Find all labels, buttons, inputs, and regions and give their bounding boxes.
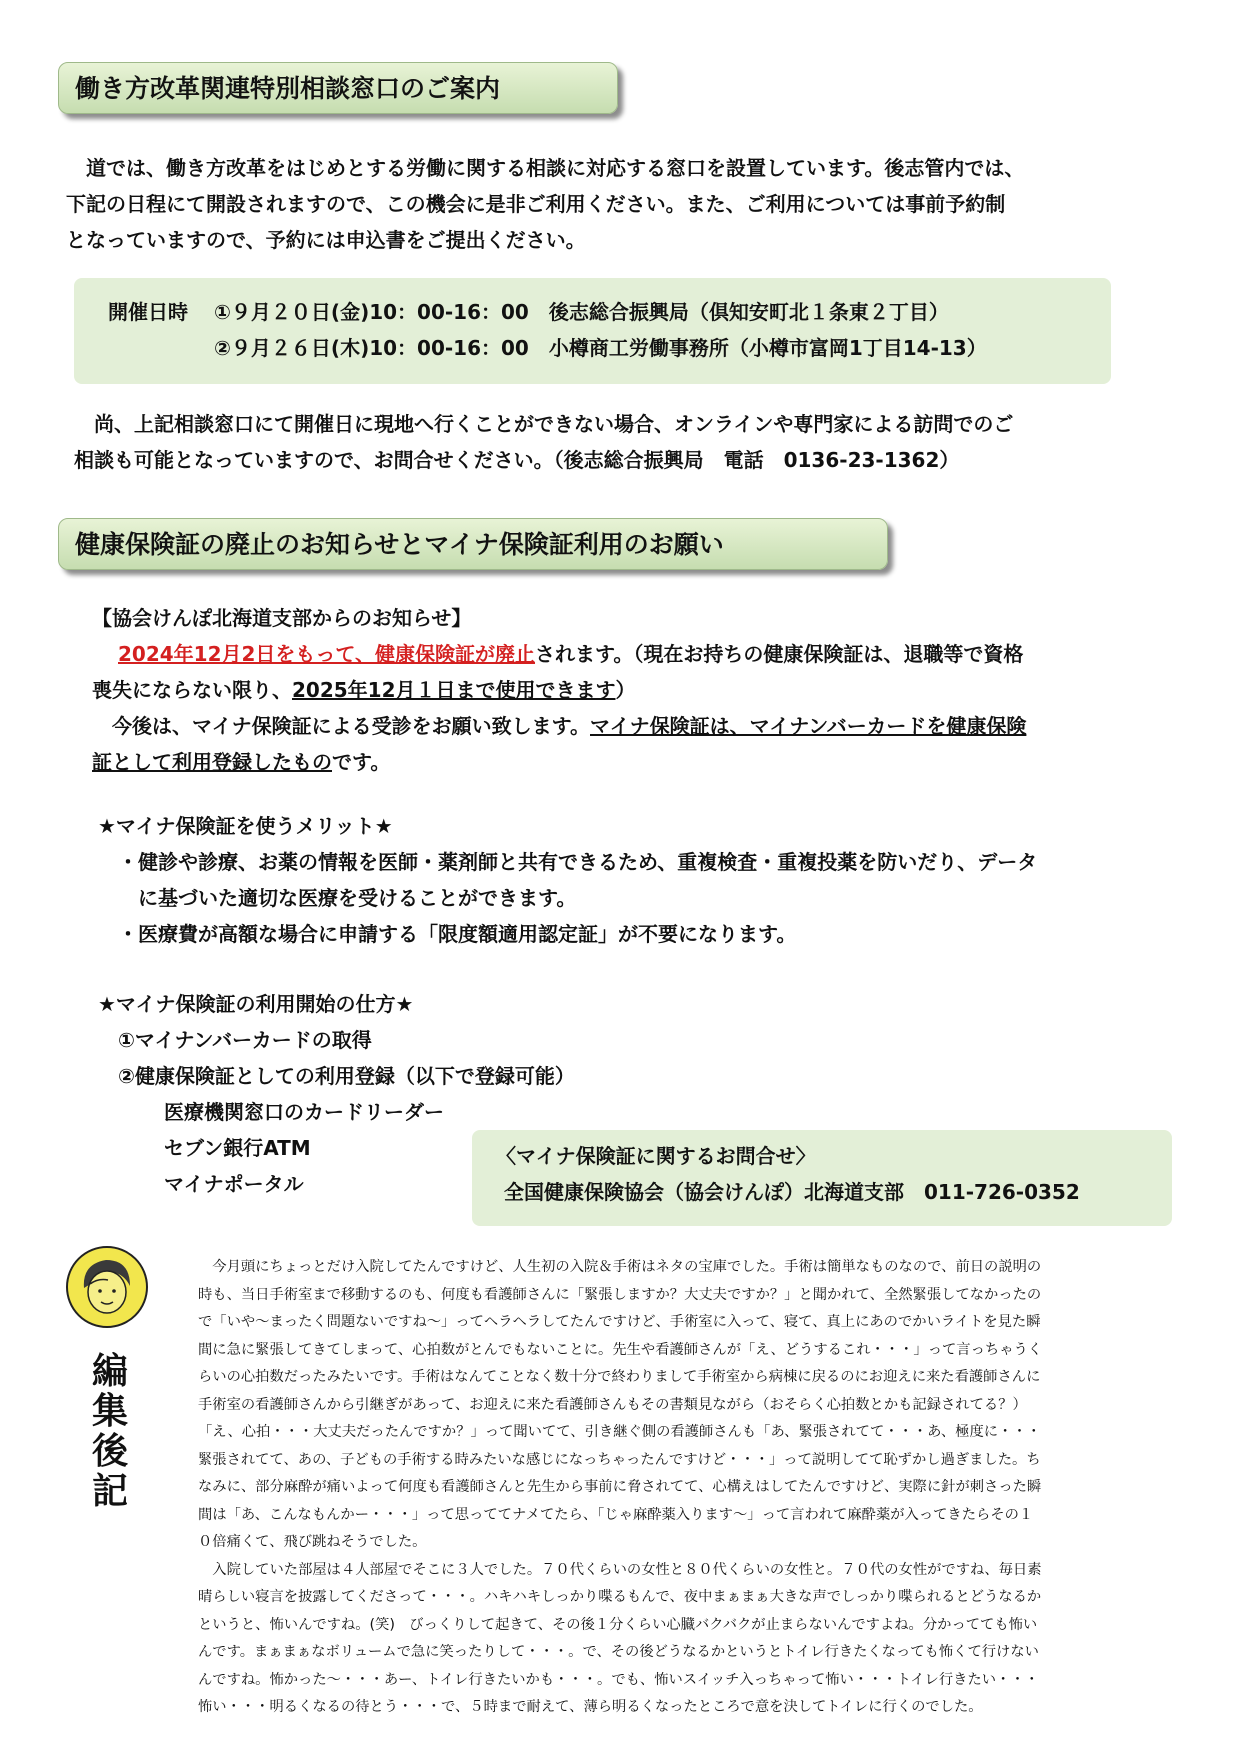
notice-text: されます。（現在お持ちの健康保険証は、退職等で資格 [535,642,1024,666]
section1-intro [66,150,1024,258]
notice-line-3 [92,708,1026,744]
editor-line: 怖い・・・明るくなるの待とう・・・で、５時まで耐えて、薄ら明るくなったところで意を決してトイレに行くのでした。 [198,1699,983,1715]
contact-block [496,1138,1080,1210]
method-item: セブン銀行ATM [164,1136,311,1160]
editor-line: 今月頭にちょっとだけ入院してたんですけど、人生初の入院＆手術はネタの宝庫でした。手術は簡単なものなので、前日の説明の [198,1259,1042,1275]
schedule-list [214,294,987,366]
validity-date-text: 2025年12月１日まで使用できます [292,678,616,702]
section-title-health-insurance: 健康保険証の廃止のお知らせとマイナ保険証利用のお願い [58,518,888,570]
vertical-char: 記 [92,1471,129,1512]
notice-block [92,600,1026,780]
editor-note-body [198,1254,1042,1722]
editor-line: んですね。怖かった〜・・・あー、トイレ行きたいかも・・・。でも、怖いスイッチ入っちゃって怖い・・・トイレ行きたい・・・ [198,1671,1039,1688]
schedule-row: ①９月２０日(金)10：00-16：00 後志総合振興局（倶知安町北１条東２丁目） [214,300,949,324]
notice-text: 今後は、マイナ保険証による受診をお願い致します。 [92,714,590,738]
definition-text: 証として利用登録したもの [92,750,332,774]
editor-line: 時も、当日手術室まで移動するのも、何度も看護師さんに「緊張しますか？大丈夫ですか？」と聞かれて、全然緊張してなかったの [198,1286,1042,1303]
section-title-workstyle: 働き方改革関連特別相談窓口のご案内 [58,62,618,114]
merits-title: ★マイナ保険証を使うメリット★ [98,814,393,838]
editor-line: んです。まぁまぁなボリュームで急に笑ったりして・・・。で、その後どうなるかというとトイレ行きたくなっても怖くて行けない [198,1644,1039,1660]
editor-line: 晴らしい寝言を披露してくださって・・・。ハキハキしっかり喋るもんで、夜中まぁまぁ大きな声でしっかり喋られるとどうなるか [198,1589,1042,1605]
intro-line: となっていますので、予約には申込書をご提出ください。 [66,228,586,252]
note-line: 尚、上記相談窓口にて開催日に現地へ行くことができない場合、オンラインや専門家による訪問でのご [74,412,1014,436]
editor-line: 間は「あ、こんなもんかー・・・」って思っててナメてたら、「じゃ麻酔薬入ります〜」って言われて麻酔薬が入ってきたらその１ [198,1506,1034,1523]
howto-step: ②健康保険証としての利用登録（以下で登録可能） [118,1064,575,1088]
vertical-char: 編 [92,1351,129,1392]
editor-line: 「え、心拍・・・大丈夫だったんですか？」って聞いてて、引き継ぐ側の看護師さんも「あ、緊張されてて・・・あ、極度に・・・ [198,1424,1041,1440]
notice-line-1 [118,636,1026,672]
intro-line: 道では、働き方改革をはじめとする労働に関する相談に対応する窓口を設置しています。後志管内では、 [66,156,1025,180]
notice-line-2 [92,672,1026,708]
abolition-date-text: 2024年12月2日をもって、健康保険証が廃止 [118,642,536,666]
notice-text: 喪失にならない限り、 [92,678,292,702]
schedule-label: 開催日時 [108,300,188,324]
method-item: 医療機関窓口のカードリーダー [164,1100,444,1124]
editor-line: 手術室の看護師さんから引継ぎがあって、お迎えに来た看護師さんもその書類見ながら（おそらく心拍数とかも記録されてる？） [198,1396,1027,1413]
vertical-char: 集 [92,1391,129,1432]
notice-text: ） [615,678,636,702]
section1-note [74,406,1013,478]
intro-line: 下記の日程にて開設されますので、この機会に是非ご利用ください。また、ご利用については事前予約制 [66,192,1006,216]
editor-line: ０倍痛くて、飛び跳ねそうでした。 [198,1534,427,1550]
editor-vertical-title [92,1352,132,1512]
note-line: 相談も可能となっていますので、お問合せください。（後志総合振興局 電話 0136-23-1362） [74,448,960,472]
editor-line: らいの心拍数だったみたいです。手術はなんてことなく数十分で終わりまして手術室から病棟に戻るのにお迎えに来た看護師さんに [198,1369,1041,1385]
editor-line: 入院していた部屋は４人部屋でそこに３人でした。７０代くらいの女性と８０代くらいの女性と。７０代の女性がですね、毎日素 [198,1561,1042,1578]
editor-line: 緊張されてて、あの、子どもの手術する時みたいな感じになっちゃったんですけど・・・」って説明してて恥ずかし過ぎました。ち [198,1451,1041,1468]
notice-header: 【協会けんぽ北海道支部からのお知らせ】 [92,606,472,630]
merit-item: ・健診や診療、お薬の情報を医師・薬剤師と共有できるため、重複検査・重複投薬を防いだり、データ [118,850,1038,874]
merit-item: ・医療費が高額な場合に申請する「限度額適用認定証」が不要になります。 [118,922,797,946]
vertical-char: 後 [92,1431,129,1472]
merit-item: に基づいた適切な医療を受けることができます。 [118,886,577,910]
editor-line: なみに、部分麻酔が痛いよって何度も看護師さんと先生から事前に脅されてて、心構えはしてたんですけど、実際に針が刺さった瞬 [198,1479,1042,1495]
contact-line: 全国健康保険協会（協会けんぽ）北海道支部 011-726-0352 [504,1180,1080,1204]
editor-avatar [64,1244,150,1330]
contact-title: 〈マイナ保険証に関するお問合せ〉 [496,1144,816,1168]
method-item: マイナポータル [164,1172,304,1196]
howto-title: ★マイナ保険証の利用開始の仕方★ [98,992,414,1016]
notice-text: です。 [332,750,391,774]
definition-text: マイナ保険証は、マイナンバーカードを健康保険 [590,714,1027,738]
editor-line: で「いや〜まったく問題ないですね〜」ってヘラヘラしてたんですけど、手術室に入って、寝て、真上にあのでかいライトを見た瞬 [198,1314,1041,1330]
howto-step: ①マイナンバーカードの取得 [118,1028,372,1052]
merits-block [98,808,1037,952]
avatar-illustration [64,1244,150,1330]
editor-line: 間に急に緊張してきてしまって、心拍数がとんでもないことに。先生や看護師さんが「え、どうするこれ・・・」って言っちゃうく [198,1341,1043,1358]
editor-line: というと、怖いんですね。(笑) びっくりして起きて、その後１分くらい心臓バクバクが止まらないんですよね。分かってても怖い [198,1616,1038,1633]
schedule-row: ②９月２６日(木)10：00-16：00 小樽商工労働事務所（小樽市富岡1丁目14-13） [214,336,987,360]
notice-line-4 [92,744,1026,780]
